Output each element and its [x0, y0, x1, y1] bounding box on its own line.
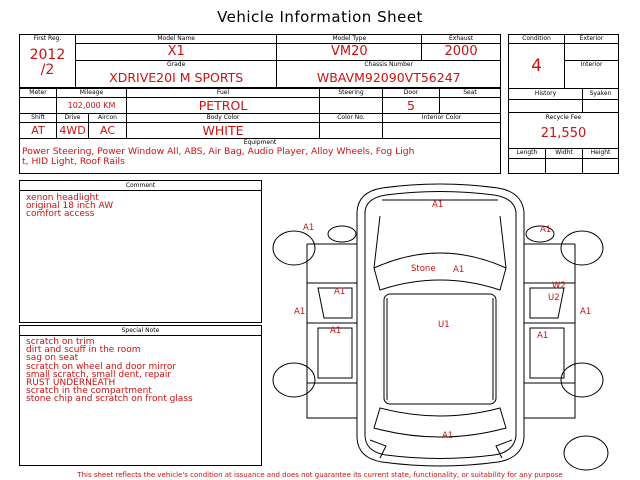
color-no-label-cell [320, 114, 383, 123]
exterior-label: Exterior [579, 35, 604, 42]
drive-label-cell [57, 114, 89, 123]
note-line: dirt and scuff in the room [26, 345, 141, 356]
mark-right-front-door-2: U2 [548, 293, 560, 303]
mark-right-front-door-1: W2 [552, 281, 566, 291]
hood-line-right [500, 216, 506, 268]
interior-label: Interior [580, 61, 603, 69]
note-line: sag on seat [26, 353, 79, 364]
rear-lamp-left [370, 440, 386, 458]
door-label: Door [403, 89, 419, 96]
condition-value: 4 [531, 56, 542, 76]
mark-front-left-fender: A1 [303, 223, 315, 233]
exhaust-value-cell [422, 44, 501, 61]
steering-label: Steering [338, 89, 364, 96]
width-label-cell [546, 149, 583, 159]
meter-label: Meter [29, 89, 47, 96]
first-reg-year: 2012 [29, 48, 66, 63]
front-left-wheel [273, 231, 315, 265]
mileage-value-cell [57, 98, 127, 114]
drive-value: 4WD [59, 124, 86, 137]
note-line: stone chip and scratch on front glass [26, 394, 193, 405]
first-reg-month: /2 [40, 63, 55, 78]
equipment-line-2: t, HID Light, Roof Rails [22, 156, 125, 167]
grade-value: XDRIVE20I M SPORTS [109, 70, 244, 85]
first-reg-label: First Reg. [33, 35, 62, 42]
seat-label: Seat [463, 89, 477, 96]
length-label-cell [509, 149, 546, 159]
mark-stone-code: A1 [453, 265, 465, 275]
special-note-list [20, 336, 261, 404]
car-body-outline [357, 212, 524, 466]
mark-left-front-door: A1 [334, 287, 346, 297]
sheet-title: Vehicle Information Sheet [217, 8, 423, 26]
specs-table [19, 88, 501, 174]
condition-label: Condition [522, 35, 551, 42]
body-color-value: WHITE [202, 123, 244, 138]
exhaust-value: 2000 [444, 44, 478, 59]
recycle-label: Recycle Fee [545, 114, 582, 121]
comment-list [20, 191, 261, 219]
grade-label: Grade [167, 61, 186, 68]
syaken-label: Syaken [589, 90, 612, 97]
front-right-wheel [561, 231, 603, 265]
model-name-value-cell [75, 44, 277, 61]
door-value: 5 [407, 98, 415, 113]
mark-right-rocker: A1 [580, 307, 592, 317]
note-line: RUST UNDERNEATH [26, 378, 116, 389]
equipment-label: Equipment [243, 139, 277, 146]
mark-right-rear-door: A1 [537, 331, 549, 341]
exterior-value-cell [565, 44, 619, 61]
seat-value-cell [440, 98, 501, 114]
comment-line: original 18 inch AW [26, 201, 114, 212]
meter-label-cell [20, 89, 57, 98]
syaken-label-cell [583, 89, 619, 100]
model-name-label: Model Name [157, 35, 195, 42]
special-note-label: Special Note [20, 326, 261, 336]
roof-outline [384, 294, 496, 404]
comment-label: Comment [20, 181, 261, 191]
condition-label-cell [509, 35, 565, 44]
length-value-cell [509, 159, 546, 174]
equipment-line-1: Power Steering, Power Window All, ABS, Air Bag, Audio Player, Alloy Wheels, Fog Ligh [22, 147, 415, 157]
model-type-value: VM20 [330, 44, 368, 59]
model-type-value-cell [277, 44, 422, 61]
shift-label: Shift [31, 114, 45, 121]
aircon-value: AC [99, 124, 115, 137]
grade-cell [75, 61, 277, 88]
color-no-value-cell [320, 123, 383, 139]
shift-value-cell [20, 123, 57, 139]
model-type-label-cell [277, 35, 422, 44]
drive-label: Drive [64, 114, 81, 121]
color-no-label: Color No. [337, 114, 365, 121]
chassis-label: Chassis Number [364, 61, 414, 68]
condition-table [508, 34, 619, 89]
interior-color-value-cell [383, 123, 501, 139]
height-value-cell [583, 159, 619, 174]
fuel-value: PETROL [198, 98, 248, 113]
rear-window-outline [374, 408, 506, 437]
body-color-label-cell [127, 114, 320, 123]
recycle-cell [509, 113, 619, 149]
chassis-value: WBAVM92090VT56247 [316, 70, 461, 85]
rear-right-wheel [561, 363, 603, 397]
vehicle-info-table [19, 34, 501, 88]
width-value-cell [546, 159, 583, 174]
mark-front-right-fender: A1 [540, 225, 552, 235]
body-color-label: Body Color [206, 114, 240, 121]
shift-value: AT [31, 124, 45, 137]
mileage-value: 102,000 KM [67, 101, 116, 110]
mark-stone: Stone [411, 264, 436, 274]
model-name-label-cell [75, 35, 277, 44]
exterior-label-cell [565, 35, 619, 44]
mileage-label: Mileage [79, 89, 104, 96]
note-line: scratch on trim [26, 337, 95, 347]
hood-line-left [374, 216, 380, 268]
steering-value-cell [320, 98, 383, 114]
mark-left-rear-door: A1 [330, 326, 342, 336]
shift-label-cell [20, 114, 57, 123]
chassis-cell [277, 61, 501, 88]
fuel-value-cell [127, 98, 320, 114]
mark-roof: U1 [438, 320, 450, 330]
side-info-table [508, 88, 619, 174]
syaken-value-cell [583, 100, 619, 113]
aircon-label: Aircon [98, 114, 117, 121]
condition-value-cell [509, 44, 565, 89]
interior-color-label-cell [383, 114, 501, 123]
left-mirror [328, 226, 356, 242]
first-reg-cell [20, 35, 76, 88]
special-note-box [19, 325, 262, 466]
interior-color-label: Interior Color [421, 114, 462, 121]
door-label-cell [383, 89, 440, 98]
body-color-value-cell [127, 123, 320, 139]
exhaust-label-cell [422, 35, 501, 44]
height-label-cell [583, 149, 619, 159]
history-label-cell [509, 89, 583, 100]
door-value-cell [383, 98, 440, 114]
fuel-label-cell [127, 89, 320, 98]
fuel-label: Fuel [216, 89, 230, 96]
spare-wheel [564, 436, 608, 470]
comment-line: xenon headlight [26, 193, 99, 203]
seat-label-cell [440, 89, 501, 98]
exhaust-label: Exhaust [449, 35, 474, 42]
rear-left-wheel [273, 363, 315, 397]
note-line: scratch on wheel and door mirror [26, 361, 177, 372]
history-value-cell [509, 100, 583, 113]
aircon-value-cell [89, 123, 127, 139]
model-type-label: Model Type [332, 35, 367, 42]
model-name-value: X1 [167, 44, 185, 59]
mileage-label-cell [57, 89, 127, 98]
comment-line: comfort access [26, 209, 95, 220]
steering-label-cell [320, 89, 383, 98]
equipment-cell [20, 139, 501, 174]
note-line: small scratch, small dent, repair [26, 369, 172, 380]
mark-front: A1 [432, 200, 444, 210]
interior-cell [565, 61, 619, 89]
history-label: History [534, 90, 557, 97]
comment-box [19, 180, 262, 323]
mark-left-rocker: A1 [294, 307, 306, 317]
note-line: scratch in the compartment [26, 386, 152, 397]
length-label: Length [516, 149, 538, 156]
windshield-outline [374, 253, 506, 290]
disclaimer-footer: This sheet reflects the vehicle's condition at issuance and does not guarantee its current state, functionality, or suitability for any purpose [77, 471, 563, 479]
drive-value-cell [57, 123, 89, 139]
aircon-label-cell [89, 114, 127, 123]
width-label: Widht [555, 149, 573, 156]
meter-value-cell [20, 98, 57, 114]
mark-rear: A1 [442, 431, 454, 441]
height-label: Height [590, 149, 611, 156]
recycle-value: 21,550 [540, 126, 587, 141]
